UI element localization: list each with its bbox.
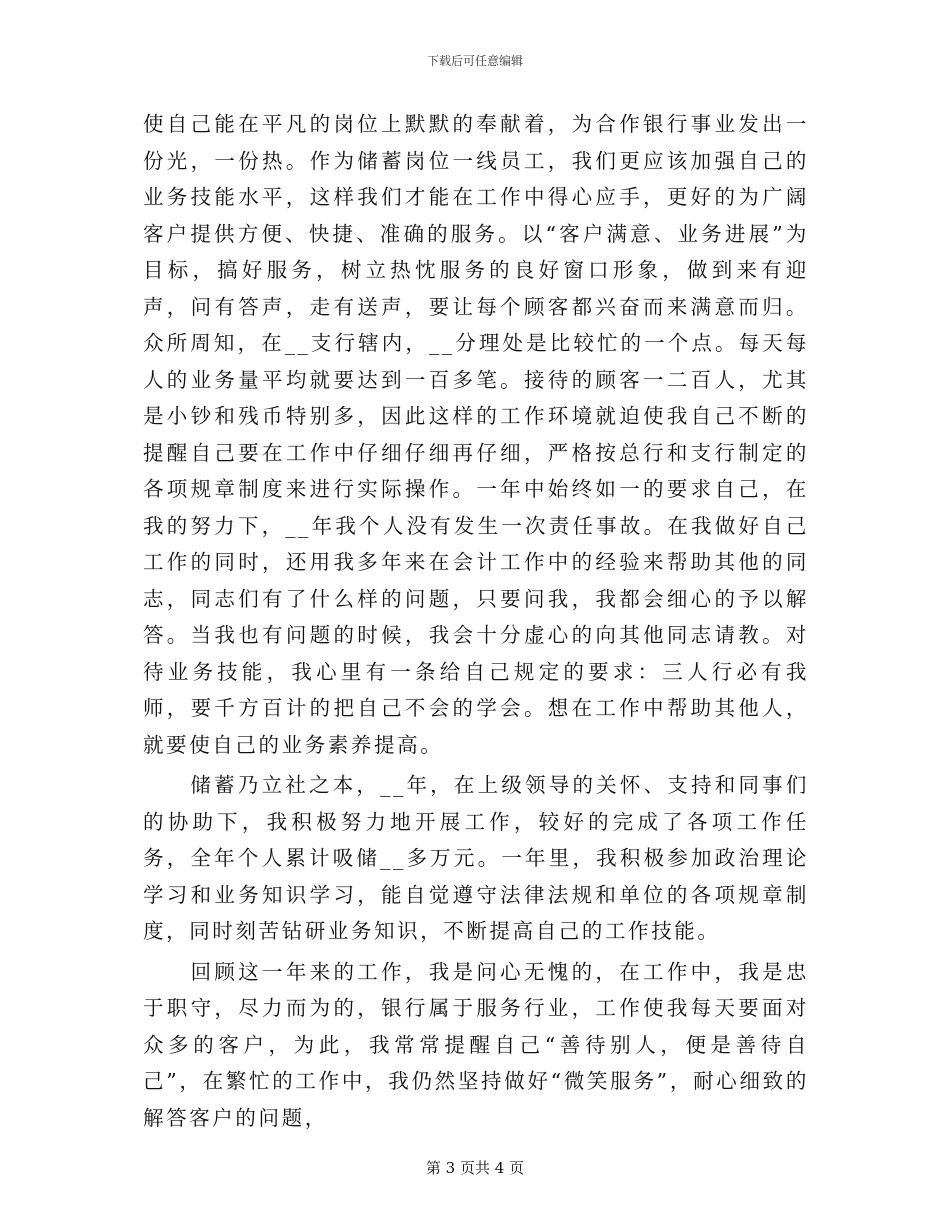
paragraph-3: 回顾这一年来的工作，我是问心无愧的，在工作中，我是忠于职守，尽力而为的，银行属于服务行业，工作使我每天要面对众多的客户，为此，我常常提醒自己“善待别人，便是善待自己”，在繁忙的工作中，我仍然坚持做好“微笑服务”，耐心细致的解答客户的问题， (143, 959, 809, 1130)
paragraph-2: 储蓄乃立社之本，__年，在上级领导的关怀、支持和同事们的协助下，我积极努力地开展工作，较好的完成了各项工作任务，全年个人累计吸储__多万元。一年里，我积极参加政治理论学习和业务知识学习，能自觉遵守法律法规和单位的各项规章制度，同时刻苦钻研业务知识，不断提高自己的工作技能。 (143, 773, 809, 943)
page-header: 下载后可任意编辑 (426, 54, 523, 68)
paragraph-1: 使自己能在平凡的岗位上默默的奉献着，为合作银行事业发出一份光，一份热。作为储蓄岗位一线员工，我们更应该加强自己的业务技能水平，这样我们才能在工作中得心应手，更好的为广阔客户提供方便、快捷、准确的服务。以“客户满意、业务进展”为目标，搞好服务，树立热忱服务的良好窗口形象，做到来有迎声，问有答声，走有送声，要让每个顾客都兴奋而来满意而归。众所周知，在__支行辖内，__分理处是比较忙的一个点。每天每人的业务量平均就要达到一百多笔。接待的顾客一二百人，尤其是小钞和残币特别多，因此这样的工作环境就迫使我自己不断的提醒自己要在工作中仔细仔细再仔细，严格按总行和支行制定的各项规章制度来进行实际操作。一年中始终如一的要求自己，在我的努力下，__年我个人没有发生一次责任事故。在我做好自己工作的同时，还用我多年来在会计工作中的经验来帮助其他的同志，同志们有了什么样的问题，只要问我，我都会细心的予以解答。当我也有问题的时候，我会十分虚心的向其他同志请教。对待业务技能，我心里有一条给自己规定的要求：三人行必有我师，要千方百计的把自己不会的学会。想在工作中帮助其他人，就要使自己的业务素养提高。 (143, 112, 809, 757)
document-body (143, 106, 809, 1136)
page-number: 第 3 页共 4 页 (425, 1159, 525, 1177)
